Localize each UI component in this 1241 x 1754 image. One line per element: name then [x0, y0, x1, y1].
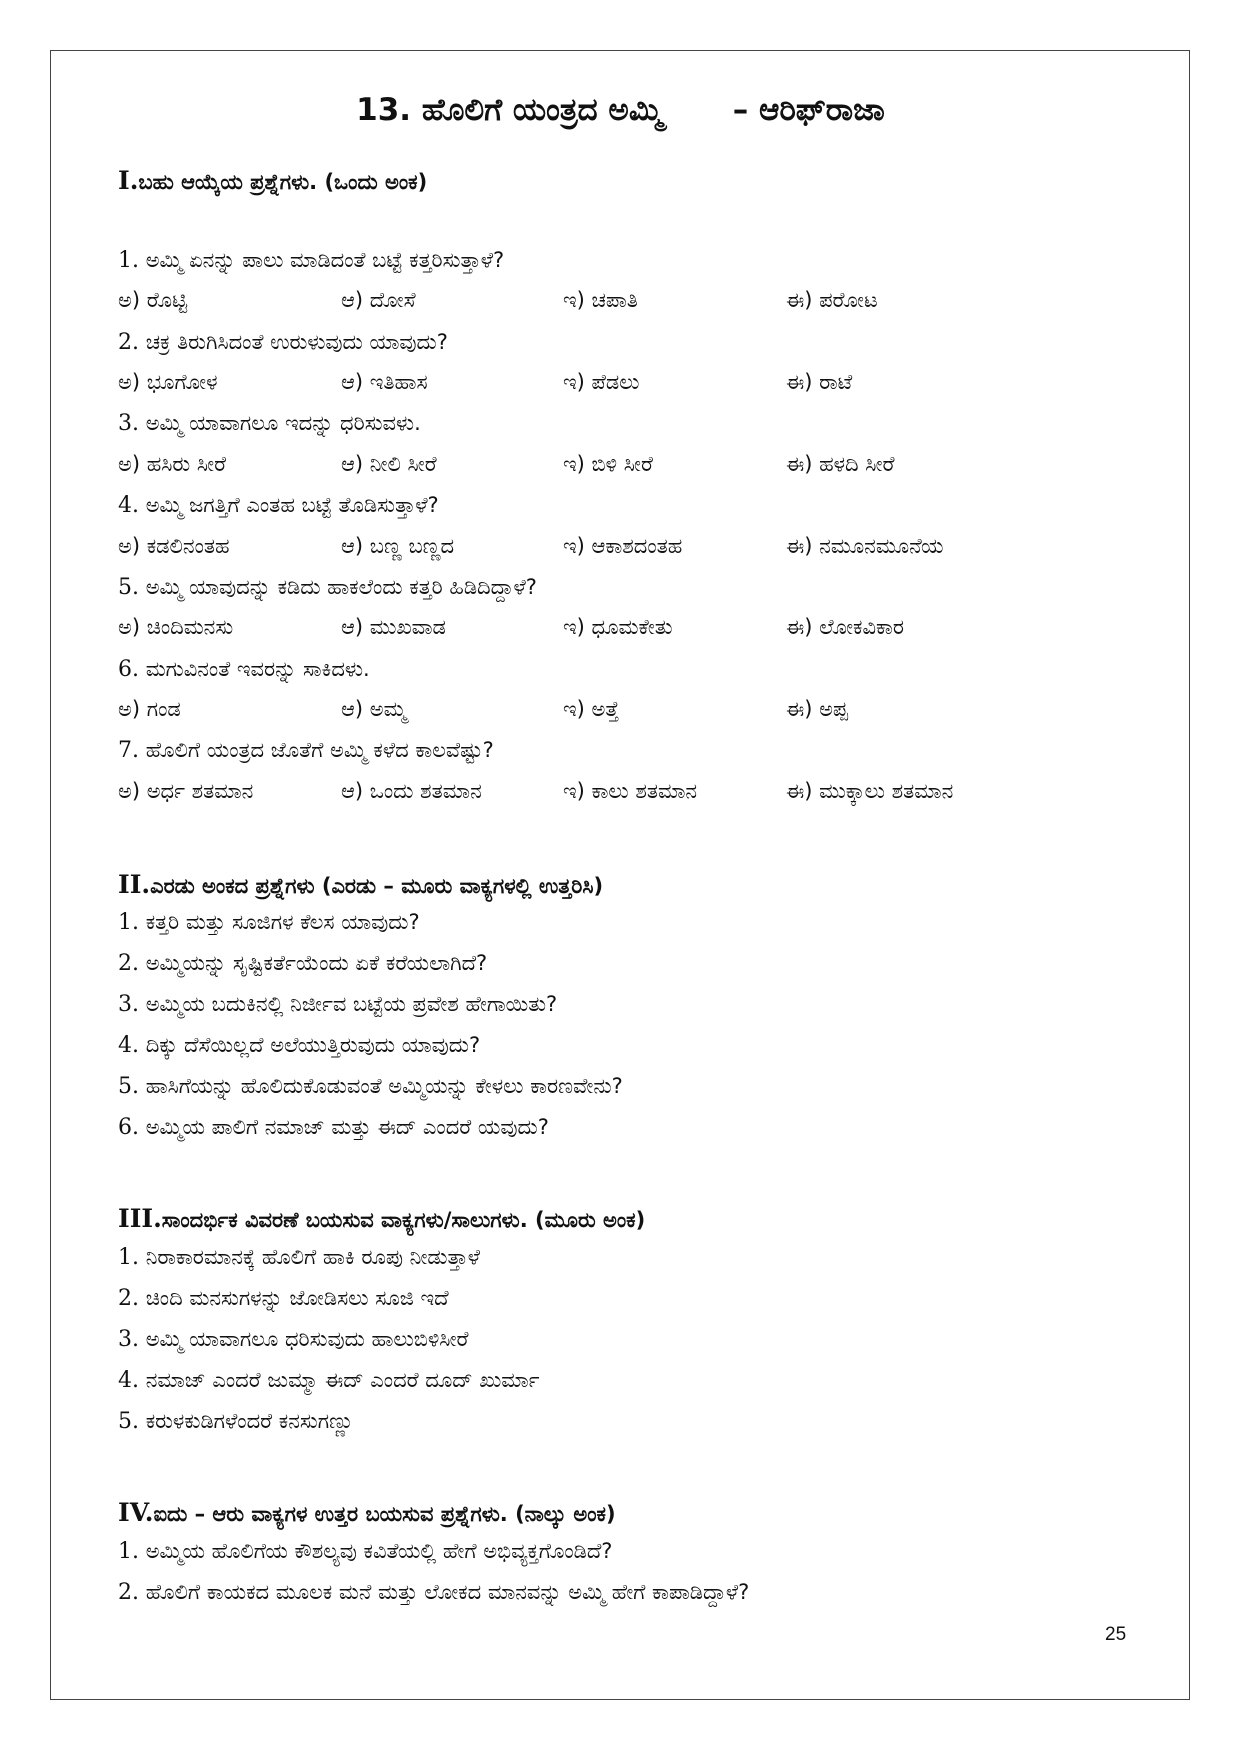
option: ಆ) ಅಮ್ಮ	[341, 697, 407, 721]
section-heading: I.ಬಹು ಆಯ್ಕೆಯ ಪ್ರಶ್ನೆಗಳು. (ಒಂದು ಅಂಕ)	[118, 166, 428, 195]
question: 3. ಅಮ್ಮಿ ಯಾವಾಗಲೂ ಇದನ್ನು ಧರಿಸುವಳು.	[118, 411, 421, 436]
option: ಈ) ಮುಕ್ಕಾಲು ಶತಮಾನ	[786, 779, 954, 803]
option: ಅ) ಚಿಂದಿಮನಸು	[118, 615, 234, 639]
list-item: 4. ದಿಕ್ಕು ದೆಸೆಯಿಲ್ಲದೆ ಅಲೆಯುತ್ತಿರುವುದು ಯಾವುದು?	[118, 1033, 481, 1058]
section-heading: III.ಸಾಂದರ್ಭಿಕ ವಿವರಣೆ ಬಯಸುವ ವಾಕ್ಯಗಳು/ಸಾಲುಗಳು. (ಮೂರು ಅಂಕ)	[118, 1204, 646, 1233]
question: 5. ಅಮ್ಮಿ ಯಾವುದನ್ನು ಕಡಿದು ಹಾಕಲೆಂದು ಕತ್ತರಿ ಹಿಡಿದಿದ್ದಾಳೆ?	[118, 575, 537, 600]
list-item: 3. ಅಮ್ಮಿಯ ಬದುಕಿನಲ್ಲಿ ನಿರ್ಜೀವ ಬಟ್ಟೆಯ ಪ್ರವೇಶ ಹೇಗಾಯಿತು?	[118, 992, 558, 1017]
options-row	[118, 370, 1118, 402]
option: ಅ) ಕಡಲಿನಂತಹ	[118, 534, 230, 558]
option: ಇ) ಆಕಾಶದಂತಹ	[563, 534, 683, 558]
question: 6. ಮಗುವಿನಂತೆ ಇವರನ್ನು ಸಾಕಿದಳು.	[118, 657, 370, 682]
option: ಆ) ದೋಸೆ	[341, 288, 416, 312]
option: ಆ) ಬಣ್ಣ ಬಣ್ಣದ	[341, 534, 455, 558]
page-number: 25	[1105, 1624, 1127, 1645]
options-row	[118, 534, 1118, 566]
option: ಇ) ಅತ್ತೆ	[563, 697, 620, 721]
options-row	[118, 288, 1118, 320]
option: ಈ) ನಮೂನಮೂನೆಯ	[786, 534, 944, 558]
options-row	[118, 615, 1118, 647]
list-item: 5. ಹಾಸಿಗೆಯನ್ನು ಹೊಲಿದುಕೊಡುವಂತೆ ಅಮ್ಮಿಯನ್ನು ಕೇಳಲು ಕಾರಣವೇನು?	[118, 1074, 623, 1099]
list-item: 6. ಅಮ್ಮಿಯ ಪಾಲಿಗೆ ನಮಾಜ್ ಮತ್ತು ಈದ್ ಎಂದರೆ ಯವುದು?	[118, 1115, 549, 1140]
option: ಅ) ರೊಟ್ಟಿ	[118, 288, 188, 312]
option: ಈ) ಲೋಕವಿಕಾರ	[786, 615, 904, 639]
question: 1. ಅಮ್ಮಿ ಏನನ್ನು ಪಾಲು ಮಾಡಿದಂತೆ ಬಟ್ಟೆ ಕತ್ತರಿಸುತ್ತಾಳೆ?	[118, 248, 505, 273]
list-item: 1. ನಿರಾಕಾರಮಾನಕ್ಕೆ ಹೊಲಿಗೆ ಹಾಕಿ ರೂಪು ನೀಡುತ್ತಾಳೆ	[118, 1245, 481, 1270]
section-heading: IV.ಐದು – ಆರು ವಾಕ್ಯಗಳ ಉತ್ತರ ಬಯಸುವ ಪ್ರಶ್ನೆಗಳು. (ನಾಲ್ಕು ಅಂಕ)	[118, 1498, 616, 1527]
option: ಆ) ಇತಿಹಾಸ	[341, 370, 428, 394]
poem-title: 13. ಹೊಲಿಗೆ ಯಂತ್ರದ ಅಮ್ಮಿ	[356, 92, 663, 128]
section-heading: II.ಎರಡು ಅಂಕದ ಪ್ರಶ್ನೆಗಳು (ಎರಡು – ಮೂರು ವಾಕ್ಯಗಳಲ್ಲಿ ಉತ್ತರಿಸಿ)	[118, 870, 604, 899]
question: 2. ಚಕ್ರ ತಿರುಗಿಸಿದಂತೆ ಉರುಳುವುದು ಯಾವುದು?	[118, 330, 448, 355]
poet-name: – ಆರಿಫ್‌ರಾಜಾ	[732, 92, 885, 128]
list-item: 2. ಅಮ್ಮಿಯನ್ನು ಸೃಷ್ಟಿಕರ್ತೆಯೆಂದು ಏಕೆ ಕರೆಯಲಾಗಿದೆ?	[118, 951, 488, 976]
option: ಆ) ಒಂದು ಶತಮಾನ	[341, 779, 482, 803]
list-item: 1. ಕತ್ತರಿ ಮತ್ತು ಸೂಜಿಗಳ ಕೆಲಸ ಯಾವುದು?	[118, 910, 420, 935]
option: ಅ) ಅರ್ಧ ಶತಮಾನ	[118, 779, 254, 803]
option: ಅ) ಗಂಡ	[118, 697, 181, 721]
option: ಅ) ಹಸಿರು ಸೀರೆ	[118, 452, 227, 476]
option: ಈ) ಹಳದಿ ಸೀರೆ	[786, 452, 895, 476]
list-item: 2. ಹೊಲಿಗೆ ಕಾಯಕದ ಮೂಲಕ ಮನೆ ಮತ್ತು ಲೋಕದ ಮಾನವನ್ನು ಅಮ್ಮಿ ಹೇಗೆ ಕಾಪಾಡಿದ್ದಾಳೆ?	[118, 1580, 750, 1605]
list-item: 5. ಕರುಳಕುಡಿಗಳೆಂದರೆ ಕನಸುಗಣ್ಣು	[118, 1409, 354, 1434]
options-row	[118, 452, 1118, 484]
options-row	[118, 697, 1118, 729]
question: 7. ಹೊಲಿಗೆ ಯಂತ್ರದ ಜೊತೆಗೆ ಅಮ್ಮಿ ಕಳೆದ ಕಾಲವೆಷ್ಟು?	[118, 738, 494, 763]
page-title	[0, 92, 1241, 129]
option: ಇ) ಪೆಡಲು	[563, 370, 640, 394]
option: ಇ) ಬಿಳಿ ಸೀರೆ	[563, 452, 653, 476]
option: ಇ) ಚಪಾತಿ	[563, 288, 638, 312]
option: ಆ) ಮುಖವಾಡ	[341, 615, 446, 639]
option: ಇ) ಕಾಲು ಶತಮಾನ	[563, 779, 698, 803]
option: ಆ) ನೀಲಿ ಸೀರೆ	[341, 452, 437, 476]
question: 4. ಅಮ್ಮಿ ಜಗತ್ತಿಗೆ ಎಂತಹ ಬಟ್ಟೆ ತೊಡಿಸುತ್ತಾಳೆ?	[118, 493, 439, 518]
list-item: 4. ನಮಾಜ್ ಎಂದರೆ ಜುಮ್ಮಾ ಈದ್ ಎಂದರೆ ದೂದ್ ಖುರ್ಮಾ	[118, 1368, 540, 1393]
option: ಇ) ಧೂಮಕೇತು	[563, 615, 673, 639]
option: ಈ) ಅಪ್ಪ	[786, 697, 849, 721]
list-item: 2. ಚಿಂದಿ ಮನಸುಗಳನ್ನು ಜೋಡಿಸಲು ಸೂಜಿ ಇದೆ	[118, 1286, 449, 1311]
option: ಅ) ಭೂಗೋಳ	[118, 370, 218, 394]
option: ಈ) ರಾಟೆ	[786, 370, 853, 394]
list-item: 3. ಅಮ್ಮಿ ಯಾವಾಗಲೂ ಧರಿಸುವುದು ಹಾಲುಬಿಳಿಸೀರೆ	[118, 1327, 469, 1352]
option: ಈ) ಪರೋಟ	[786, 288, 878, 312]
list-item: 1. ಅಮ್ಮಿಯ ಹೊಲಿಗೆಯ ಕೌಶಲ್ಯವು ಕವಿತೆಯಲ್ಲಿ ಹೇಗೆ ಅಭಿವ್ಯಕ್ತಗೊಂಡಿದೆ?	[118, 1539, 613, 1564]
options-row	[118, 779, 1118, 811]
